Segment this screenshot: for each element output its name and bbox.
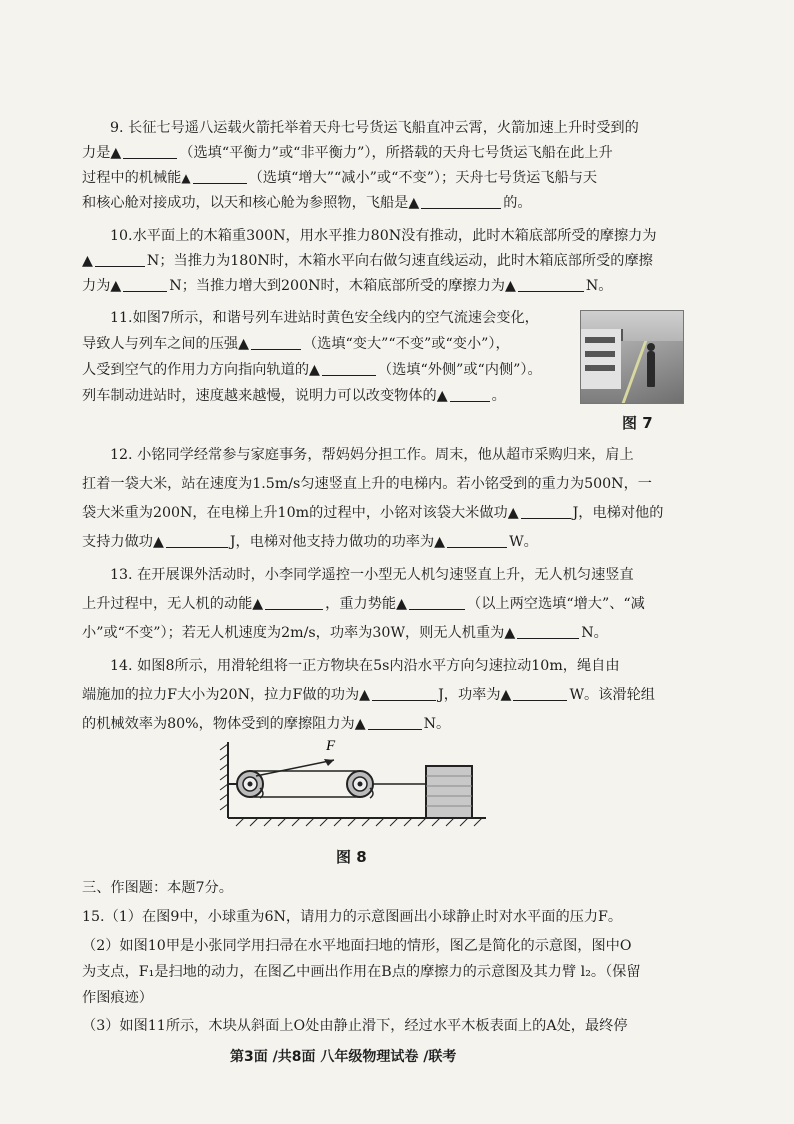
q15-part2-line2: 为支点，F₁是扫地的动力，在图乙中画出作用在B点的摩擦力的示意图及其力臂 l₂。（保留 [82,964,641,980]
q10-line2: ▲ N；当推力为180N时，木箱水平向右做匀速直线运动，此时木箱底部所受的摩擦 [82,253,653,269]
answer-blank [521,504,571,519]
answer-blank [251,335,301,350]
answer-blank [123,277,167,292]
answer-blank [265,595,323,610]
q12-line2: 扛着一袋大米，站在速度为1.5m/s匀速竖直上升的电梯内。若小铭受到的重力为500N，一 [82,476,652,492]
q11-line4: 列车制动进站时，速度越来越慢，说明力可以改变物体的▲ 。 [82,388,506,404]
figure-8-diagram [216,732,496,832]
figure-8-caption: 图 8 [336,848,367,866]
q13-line2: 上升过程中，无人机的动能▲ ，重力势能▲ （以上两空选填“增大”、“减 [82,596,645,612]
person-image [647,351,655,387]
answer-blank [193,169,247,184]
answer-blank [450,387,490,402]
q15-part3: （3）如图11所示，木块从斜面上O处由静止滑下，经过水平木板表面上的A处，最终停 [82,1018,628,1034]
q13-line1: 13. 在开展课外活动时，小李同学遥控一小型无人机匀速竖直上升，无人机匀速竖直 [110,567,634,583]
q15-part1: 15.（1）在图9中，小球重为6N，请用力的示意图画出小球静止时对水平面的压力F。 [82,909,623,925]
q12-line4: 支持力做功▲ J，电梯对他支持力做功的功率为▲ W。 [82,534,538,550]
q14-line3: 的机械效率为80%，物体受到的摩擦阻力为▲ N。 [82,716,451,732]
q14-line1: 14. 如图8所示，用滑轮组将一正方物块在5s内沿水平方向匀速拉动10m，绳自由 [110,658,620,674]
answer-blank [368,715,422,730]
q9-line3: 过程中的机械能▲ （选填“增大”“减小”或“不变”）；天舟七号货运飞船与天 [82,170,598,186]
q13-line3: 小”或“不变”）；若无人机速度为2m/s，功率为30W，则无人机重为▲ N。 [82,625,608,641]
figure-7-caption: 图 7 [622,414,653,432]
person-head [647,343,655,351]
page-footer: 第3面 /共8面 八年级物理试卷 /联考 [230,1049,457,1065]
section-3-heading: 三、作图题：本题7分。 [82,880,233,896]
figure-7-photo [580,310,684,404]
q10-line3: 力为▲ N；当推力增大到200N时，木箱底部所受的摩擦力为▲ N。 [82,278,613,294]
q12-line3: 袋大米重为200N，在电梯上升10m的过程中，小铭对该袋大米做功▲ J，电梯对他的 [82,505,664,521]
q9-line2: 力是▲ （选填“平衡力”或“非平衡力”），所搭载的天舟七号货运飞船在此上升 [82,145,613,161]
q10-line1: 10.水平面上的木箱重300N，用水平推力80N没有推动，此时木箱底部所受的摩擦力为 [110,228,657,244]
answer-blank [518,277,584,292]
q11-line2: 导致人与列车之间的压强▲ （选填“变大”“不变”或“变小”）， [82,336,510,352]
answer-blank [166,533,228,548]
answer-blank [447,533,507,548]
answer-blank [513,686,567,701]
answer-blank [409,595,465,610]
train-image [581,329,623,389]
q11-line3: 人受到空气的作用力方向指向轨道的▲ （选填“外侧”或“内侧”）。 [82,362,542,378]
q9-line1: 9. 长征七号遥八运载火箭托举着天舟七号货运飞船直冲云霄，火箭加速上升时受到的 [110,120,639,136]
q9-line4: 和核心舱对接成功，以天和核心舱为参照物，飞船是▲ 的。 [82,195,532,211]
answer-blank [95,252,145,267]
answer-blank [372,686,436,701]
answer-blank [517,624,579,639]
answer-blank [123,144,177,159]
q15-part2-line3: 作图痕迹） [82,990,153,1006]
q11-line1: 11.如图7所示，和谐号列车进站时黄色安全线内的空气流速会变化， [110,310,539,326]
q14-line2: 端施加的拉力F大小为20N，拉力F做的功为▲ J，功率为▲ W。该滑轮组 [82,687,655,703]
q15-part2-line1: （2）如图10甲是小张同学用扫帚在水平地面扫地的情形，图乙是简化的示意图，图中O [82,938,632,954]
answer-blank [421,194,501,209]
q12-line1: 12. 小铭同学经常参与家庭事务，帮妈妈分担工作。周末，他从超市采购归来，肩上 [110,447,634,463]
force-label: F [326,738,336,754]
answer-blank [322,361,376,376]
